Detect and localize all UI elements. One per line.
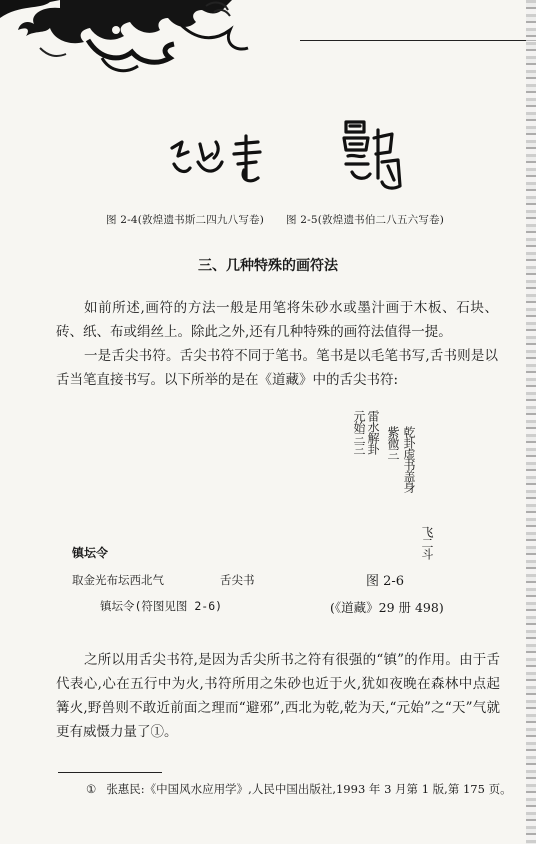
- figure-caption-2-4: 图 2-4(敦煌遗书斯二四九八写卷): [106, 214, 265, 226]
- talisman-column-2: 雷水解卦: [366, 410, 380, 454]
- footnote-mark: ①: [86, 782, 97, 796]
- section-title: 三、几种特殊的画符法: [198, 258, 338, 274]
- talisman-name: 镇坛令: [72, 546, 109, 560]
- figure-caption-2-5: 图 2-5(敦煌遗书伯二八五六写卷): [286, 214, 445, 226]
- figure-source-2-6: (《道藏》29 册 498): [330, 600, 444, 615]
- scan-edge: [526, 0, 536, 844]
- talisman-method: 舌尖书: [220, 573, 255, 587]
- dragon-ornament-icon: [0, 0, 260, 80]
- footnote-text: 张惠民:《中国风水应用学》,人民中国出版社,1993 年 3 月第 1 版,第 175 页。: [106, 782, 512, 796]
- talisman-instruction: 取金光布坛西北气: [72, 573, 164, 587]
- talisman-column-3: 紫微三: [386, 426, 400, 459]
- talisman-glyphs-figure: [160, 118, 420, 198]
- footnote-rule: [58, 772, 162, 773]
- body-paragraph-3: 之所以用舌尖书符,是因为舌尖所书之符有很强的“镇”的作用。由于舌代表心,心在五行中为火,书符所用之朱砂也近于火,犹如夜晚在森林中点起篝火,野兽则不敢近前面之理而“避邪”,西北为乾,乾为天,“元始”之“天”气就更有威慑力量了①。: [56, 652, 500, 740]
- body-paragraph-1: 如前所述,画符的方法一般是用笔将朱砂水或墨汁画于木板、石块、砖、纸、布或绢丝上。除此之外,还有几种特殊的画符法值得一提。: [56, 300, 498, 340]
- body-paragraph-2: 一是舌尖书符。舌尖书符不同于笔书。笔书是以毛笔书写,舌书则是以舌当笔直接书写。以下所举的是在《道藏》中的舌尖书符:: [56, 348, 498, 388]
- talisman-column-1: 元始三三: [352, 410, 366, 454]
- talisman-column-4: 乾卦虚书盖身: [402, 426, 416, 492]
- header-rule: [300, 40, 536, 41]
- talisman-reference: 镇坛令(符图见图 2-6): [100, 599, 223, 613]
- footnote: [86, 781, 512, 797]
- figure-label-2-6: 图 2-6: [366, 574, 405, 589]
- talisman-column-5: 飞二斗: [420, 526, 434, 559]
